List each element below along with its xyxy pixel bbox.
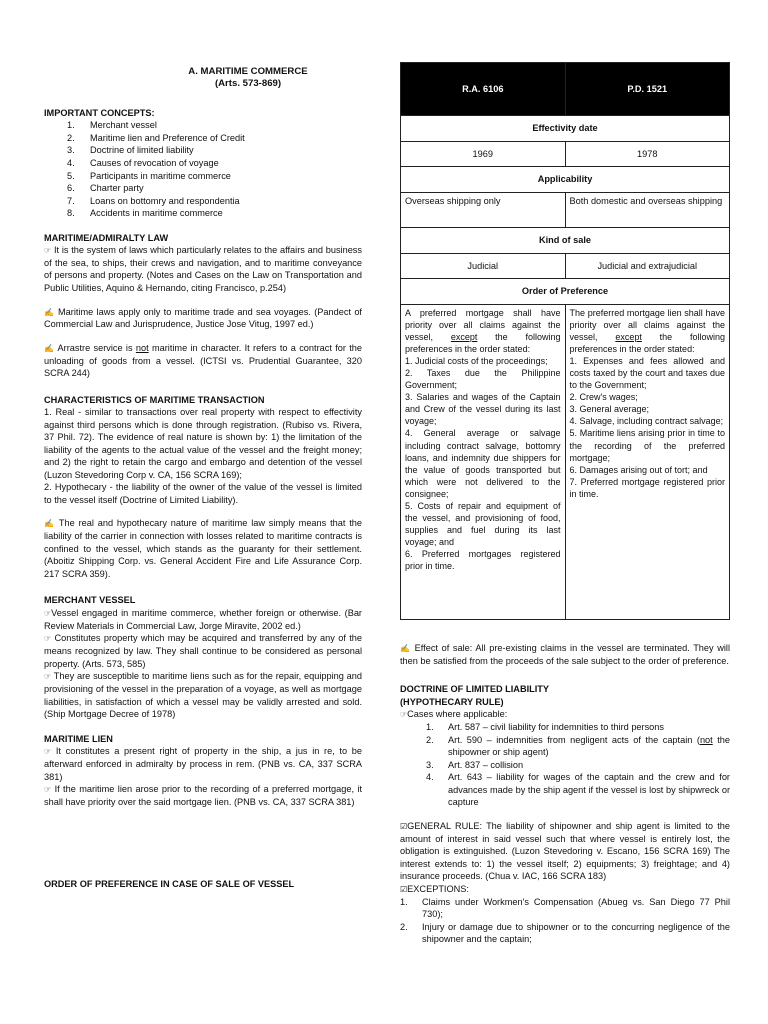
effect-of-sale: ✍ Effect of sale: All pre-existing claims in the vessel are terminated. They will then be satisfied from the proceeds of the sale subject to the order of preference. — [400, 643, 730, 666]
list-item: 1. Claims under Workmen's Compensation (Abueg vs. San Diego 77 Phil 730); — [400, 896, 730, 920]
list-item: 2. Maritime lien and Preference of Credit — [67, 132, 245, 143]
kind-ra: Judicial — [401, 254, 566, 279]
list-item: 1. Art. 587 – civil liability for indemnities to third persons — [426, 722, 665, 733]
table-row — [401, 116, 730, 142]
maritime-lien-heading: MARITIME LIEN — [44, 733, 113, 744]
pointing-hand-icon: ☞ — [44, 246, 52, 256]
maritime-lien-priority: ☞ If the maritime lien arose prior to the recording of a preferred mortgage, it shall have priority over the said mortgage lien. (PNB vs. CA, 337 SCRA 381) — [44, 784, 362, 807]
list-item: 4. Art. 643 – liability for wages of the captain and the crew and for advances made by the ship agent if the vessel is lost by shipwreck or capture — [426, 772, 730, 808]
characteristic-real: 1. Real - similar to transactions over real property with respect to effectivity against third persons which is done through registration. (Rubiso vs. Rivera, 37 Phil. 72). The evidence of real nature is shown by: 1) the limitation of the liability of the agents to the actual value of the vessel and the freight money; and 2) the right to retain the cargo and embargo and detention of the vessel (Luzon Stevedoring Corp v. CA, 156 SCRA 169); — [44, 407, 362, 480]
arrastre-note: ✍ Arrastre service is not maritime in character. It refers to a contract for the unloading of goods from a vessel. (ICTSI vs. Prudential Guarantee, 320 SCRA 244) — [44, 342, 362, 379]
pointing-hand-icon: ☞ — [44, 785, 52, 795]
limited-liability-heading: DOCTRINE OF LIMITED LIABILITY — [400, 684, 550, 695]
left-column — [44, 66, 362, 891]
concepts-heading: IMPORTANT CONCEPTS: — [44, 107, 155, 118]
list-item: 1. Merchant vessel — [67, 120, 157, 131]
list-item: 4. Causes of revocation of voyage — [67, 158, 219, 168]
order-label: Order of Preference — [401, 279, 730, 305]
right-column — [400, 62, 730, 946]
general-rule: ☑GENERAL RULE: The liability of shipowner and ship agent is limited to the amount of interest in said vessel such that where vessel is entirely lost, the obligation is extinguished. (Luzon Stevedoring v. Escano, 156 SCRA 169) The interest extends to: 1) the vessel itself; 2) equipments; 3) freightage; and 4) insurance proceeds. (Chua v. IAC, 166 SCRA 183) — [400, 820, 730, 882]
table-header-row — [401, 63, 730, 116]
maritime-lien-definition: ☞ It constitutes a present right of property in the ship, a jus in re, to be afterward enforced in admiralty by process in rem. (PNB vs. CA, 337 SCRA 381) — [44, 746, 362, 782]
characteristics-heading: CHARACTERISTICS OF MARITIME TRANSACTION — [44, 394, 265, 405]
order-ra: A preferred mortgage shall have priority over all claims against the vessel, except the following preferences in the order stated: 1. Judicial costs of the proceedings; 2. Taxes due the Philippine Government; 3. Salaries and wages of the Captain and Crew of the vessel during its last voyage; 4. General average or salvage including contract salvage, bottomry loans, and indemnity due shippers for the value of goods transported but which were not delivered to the consignee; 5. Costs of repair and equipment of the vessel, and provisioning of food, supplies and fuel during its last voyage; and 6. Preferred mortgages registered prior in time. — [401, 305, 566, 620]
cases-applicable: ☞Cases where applicable: — [400, 709, 508, 720]
merchant-vessel-heading: MERCHANT VESSEL — [44, 595, 136, 606]
exceptions-label: ☑EXCEPTIONS: — [400, 883, 469, 894]
applicability-ra: Overseas shipping only — [401, 193, 566, 228]
maritime-law-scope: ✍ Maritime laws apply only to maritime trade and sea voyages. (Pandect of Commercial Law and Jurisprudence, Justice Jose Vitug, 1997 ed.) — [44, 306, 362, 330]
pointing-hand-icon: ☞ — [44, 747, 52, 757]
merchant-vessel-definition: ☞Vessel engaged in maritime commerce, whether foreign or otherwise. (Bar Review Materials in Commercial Law, Jorge Miravite, 2002 ed.) — [44, 607, 362, 631]
header-ra-6106: R.A. 6106 — [401, 63, 566, 116]
hypothecary-rule-heading: (HYPOTHECARY RULE) — [400, 696, 504, 707]
writing-hand-icon: ✍ — [44, 307, 55, 317]
pointing-hand-icon: ☞ — [44, 608, 52, 618]
kind-pd: Judicial and extrajudicial — [565, 254, 730, 279]
effectivity-label: Effectivity date — [401, 116, 730, 142]
order-pd: The preferred mortgage lien shall have priority over all claims against the vessel, except the following preferences in the order stated: 1. Expenses and fees allowed and costs taxed by the court and taxes due to the Government; 2. Crew's wages; 3. General average; 4. Salvage, including contract salvage; 5. Maritime liens arising prior in time to the recording of the preferred mortgage; 6. Damages arising out of tort; and 7. Preferred mortgage registered prior in time. — [565, 305, 730, 620]
kind-of-sale-label: Kind of sale — [401, 228, 730, 254]
effectivity-pd: 1978 — [565, 142, 730, 167]
list-item: 8. Accidents in maritime commerce — [67, 208, 223, 219]
merchant-vessel-property: ☞ Constitutes property which may be acquired and transferred by any of the means recognized by law. They shall continue to be considered as personal property. (Arts. 573, 585) — [44, 633, 362, 669]
writing-hand-icon: ✍ — [44, 343, 55, 353]
table-row — [401, 305, 730, 620]
list-item: 3. Doctrine of limited liability — [67, 145, 194, 156]
table-row — [401, 279, 730, 305]
table-row — [401, 254, 730, 279]
applicability-pd: Both domestic and overseas shipping — [565, 193, 730, 228]
list-item: 2. Art. 590 – indemnities from negligent acts of the captain (not the shipowner or ship agent) — [426, 734, 730, 758]
merchant-vessel-liens: ☞ They are susceptible to maritime liens such as for the repair, equipping and provisioning of the vessel in the preparation of a voyage, as well as mortgage liabilities, in satisfaction of which a vessel may be validly arrested and sold. (Ship Mortgage Decree of 1978) — [44, 671, 362, 720]
table-row — [401, 228, 730, 254]
maritime-law-heading: MARITIME/ADMIRALTY LAW — [44, 232, 169, 243]
header-pd-1521: P.D. 1521 — [565, 63, 730, 116]
cases-list — [400, 721, 730, 809]
pointing-hand-icon: ☞ — [44, 634, 52, 644]
order-of-preference-heading: ORDER OF PREFERENCE IN CASE OF SALE OF VESSEL — [44, 879, 295, 890]
maritime-law-definition: ☞ It is the system of laws which particularly relates to the affairs and business of the sea, to ships, their crews and navigation, and to maritime conveyance of persons and property. (Notes and Cases on the Law on Transportation and Public Utilities, Aquino & Hernando, citing Francisco, p.254) — [44, 245, 362, 293]
effectivity-ra: 1969 — [401, 142, 566, 167]
real-hypothecary-note: ✍ The real and hypothecary nature of maritime law simply means that the liability of the carrier in connection with losses related to maritime contracts is confined to the vessel, which stands as the guaranty for their settlement. (Aboitiz Shipping Corp. vs. General Accident Fire and Life Assurance Corp. 217 SCRA 359). — [44, 518, 362, 579]
table-row — [401, 193, 730, 228]
list-item: 7. Loans on bottomry and respondentia — [67, 195, 240, 206]
section-title-articles: (Arts. 573-869) — [214, 78, 282, 90]
list-item: 3. Art. 837 – collision — [426, 759, 524, 770]
writing-hand-icon: ✍ — [400, 644, 412, 653]
list-item: 5. Participants in maritime commerce — [67, 170, 231, 181]
concepts-list — [44, 119, 362, 219]
characteristic-hypothecary: 2. Hypothecary - the liability of the owner of the value of the vessel is limited to the vessel itself (Doctrine of Limited Liability). — [44, 482, 362, 505]
pointing-hand-icon: ☞ — [44, 672, 52, 682]
applicability-label: Applicability — [401, 167, 730, 193]
section-title-main: A. MARITIME COMMERCE — [188, 66, 308, 77]
list-item: 6. Charter party — [67, 183, 144, 194]
table-row — [401, 142, 730, 167]
checkbox-icon: ☑ — [400, 821, 408, 831]
section-title — [134, 66, 362, 91]
exceptions-list — [400, 896, 730, 946]
pointing-hand-icon: ☞ — [400, 710, 408, 720]
writing-hand-icon: ✍ — [44, 519, 56, 529]
checkbox-icon: ☑ — [400, 884, 408, 894]
comparison-table — [400, 62, 730, 620]
table-row — [401, 167, 730, 193]
list-item: 2. Injury or damage due to shipowner or to the concurring negligence of the shipowner and the captain; — [400, 921, 730, 945]
